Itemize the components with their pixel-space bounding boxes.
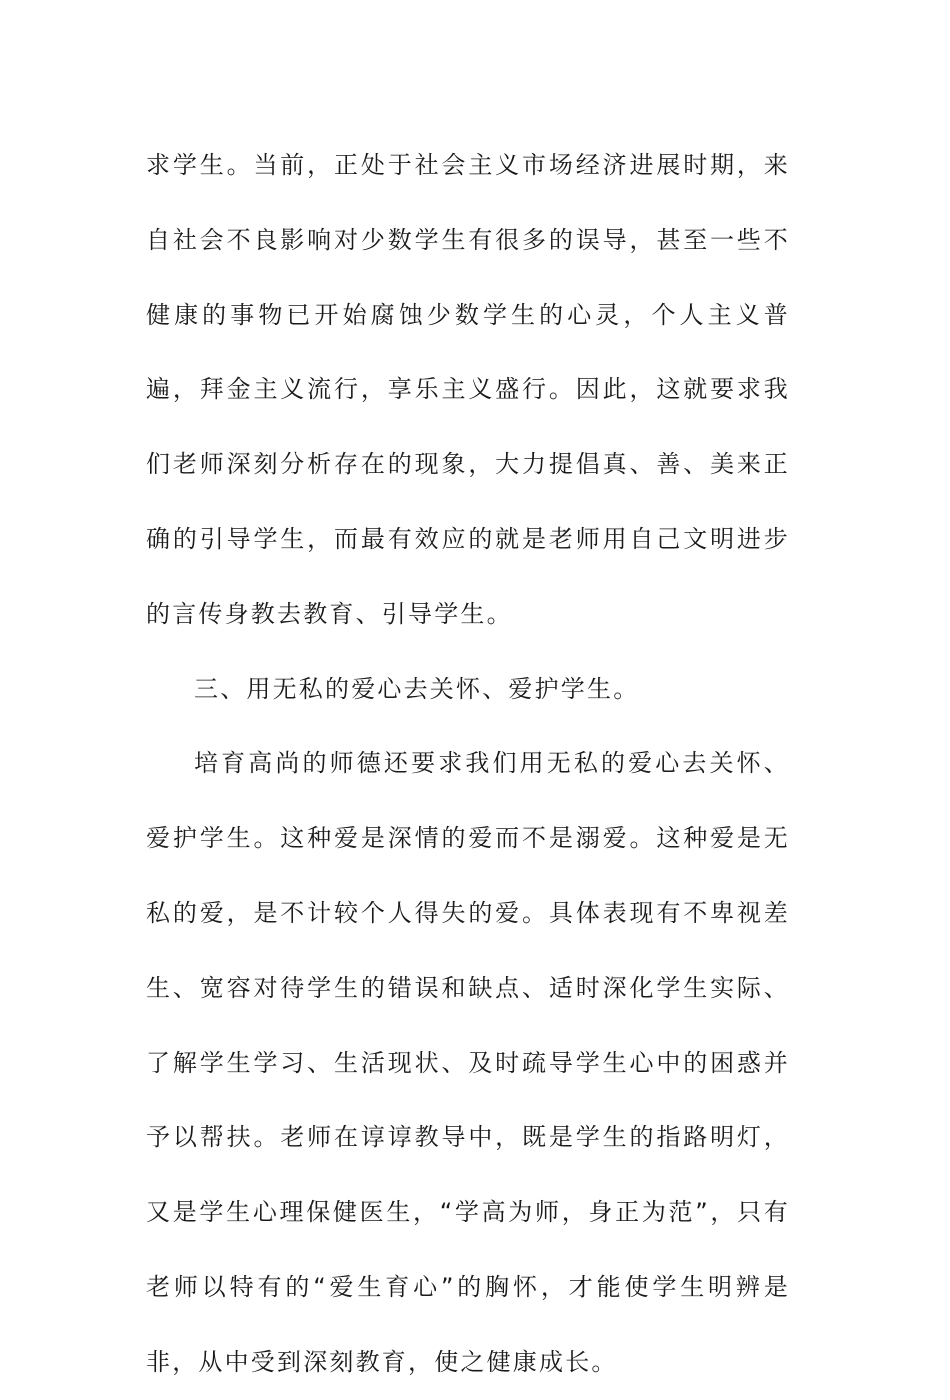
document-body <box>146 128 790 1400</box>
paragraph-body: 培育高尚的师德还要求我们用无私的爱心去关怀、爱护学生。这种爱是深情的爱而不是溺爱。这种爱是无私的爱，是不计较个人得失的爱。具体表现有不卑视差生、宽容对待学生的错误和缺点、适时深化学生实际、了解学生学习、生活现状、及时疏导学生心中的困惑并予以帮扶。老师在谆谆教导中，既是学生的指路明灯，又是学生心理保健医生，“学高为师，身正为范”，只有老师以特有的“爱生育心”的胸怀，才能使学生明辨是非，从中受到深刻教育，使之健康成长。 <box>146 749 790 1376</box>
paragraph-continuation: 求学生。当前，正处于社会主义市场经济进展时期，来自社会不良影响对少数学生有很多的误导，甚至一些不健康的事物已开始腐蚀少数学生的心灵，个人主义普遍，拜金主义流行，享乐主义盛行。因此，这就要求我们老师深刻分析存在的现象，大力提倡真、善、美来正确的引导学生，而最有效应的就是老师用自己文明进步的言传身教去教育、引导学生。 <box>146 151 790 628</box>
section-heading-three: 三、用无私的爱心去关怀、爱护学生。 <box>194 674 640 703</box>
